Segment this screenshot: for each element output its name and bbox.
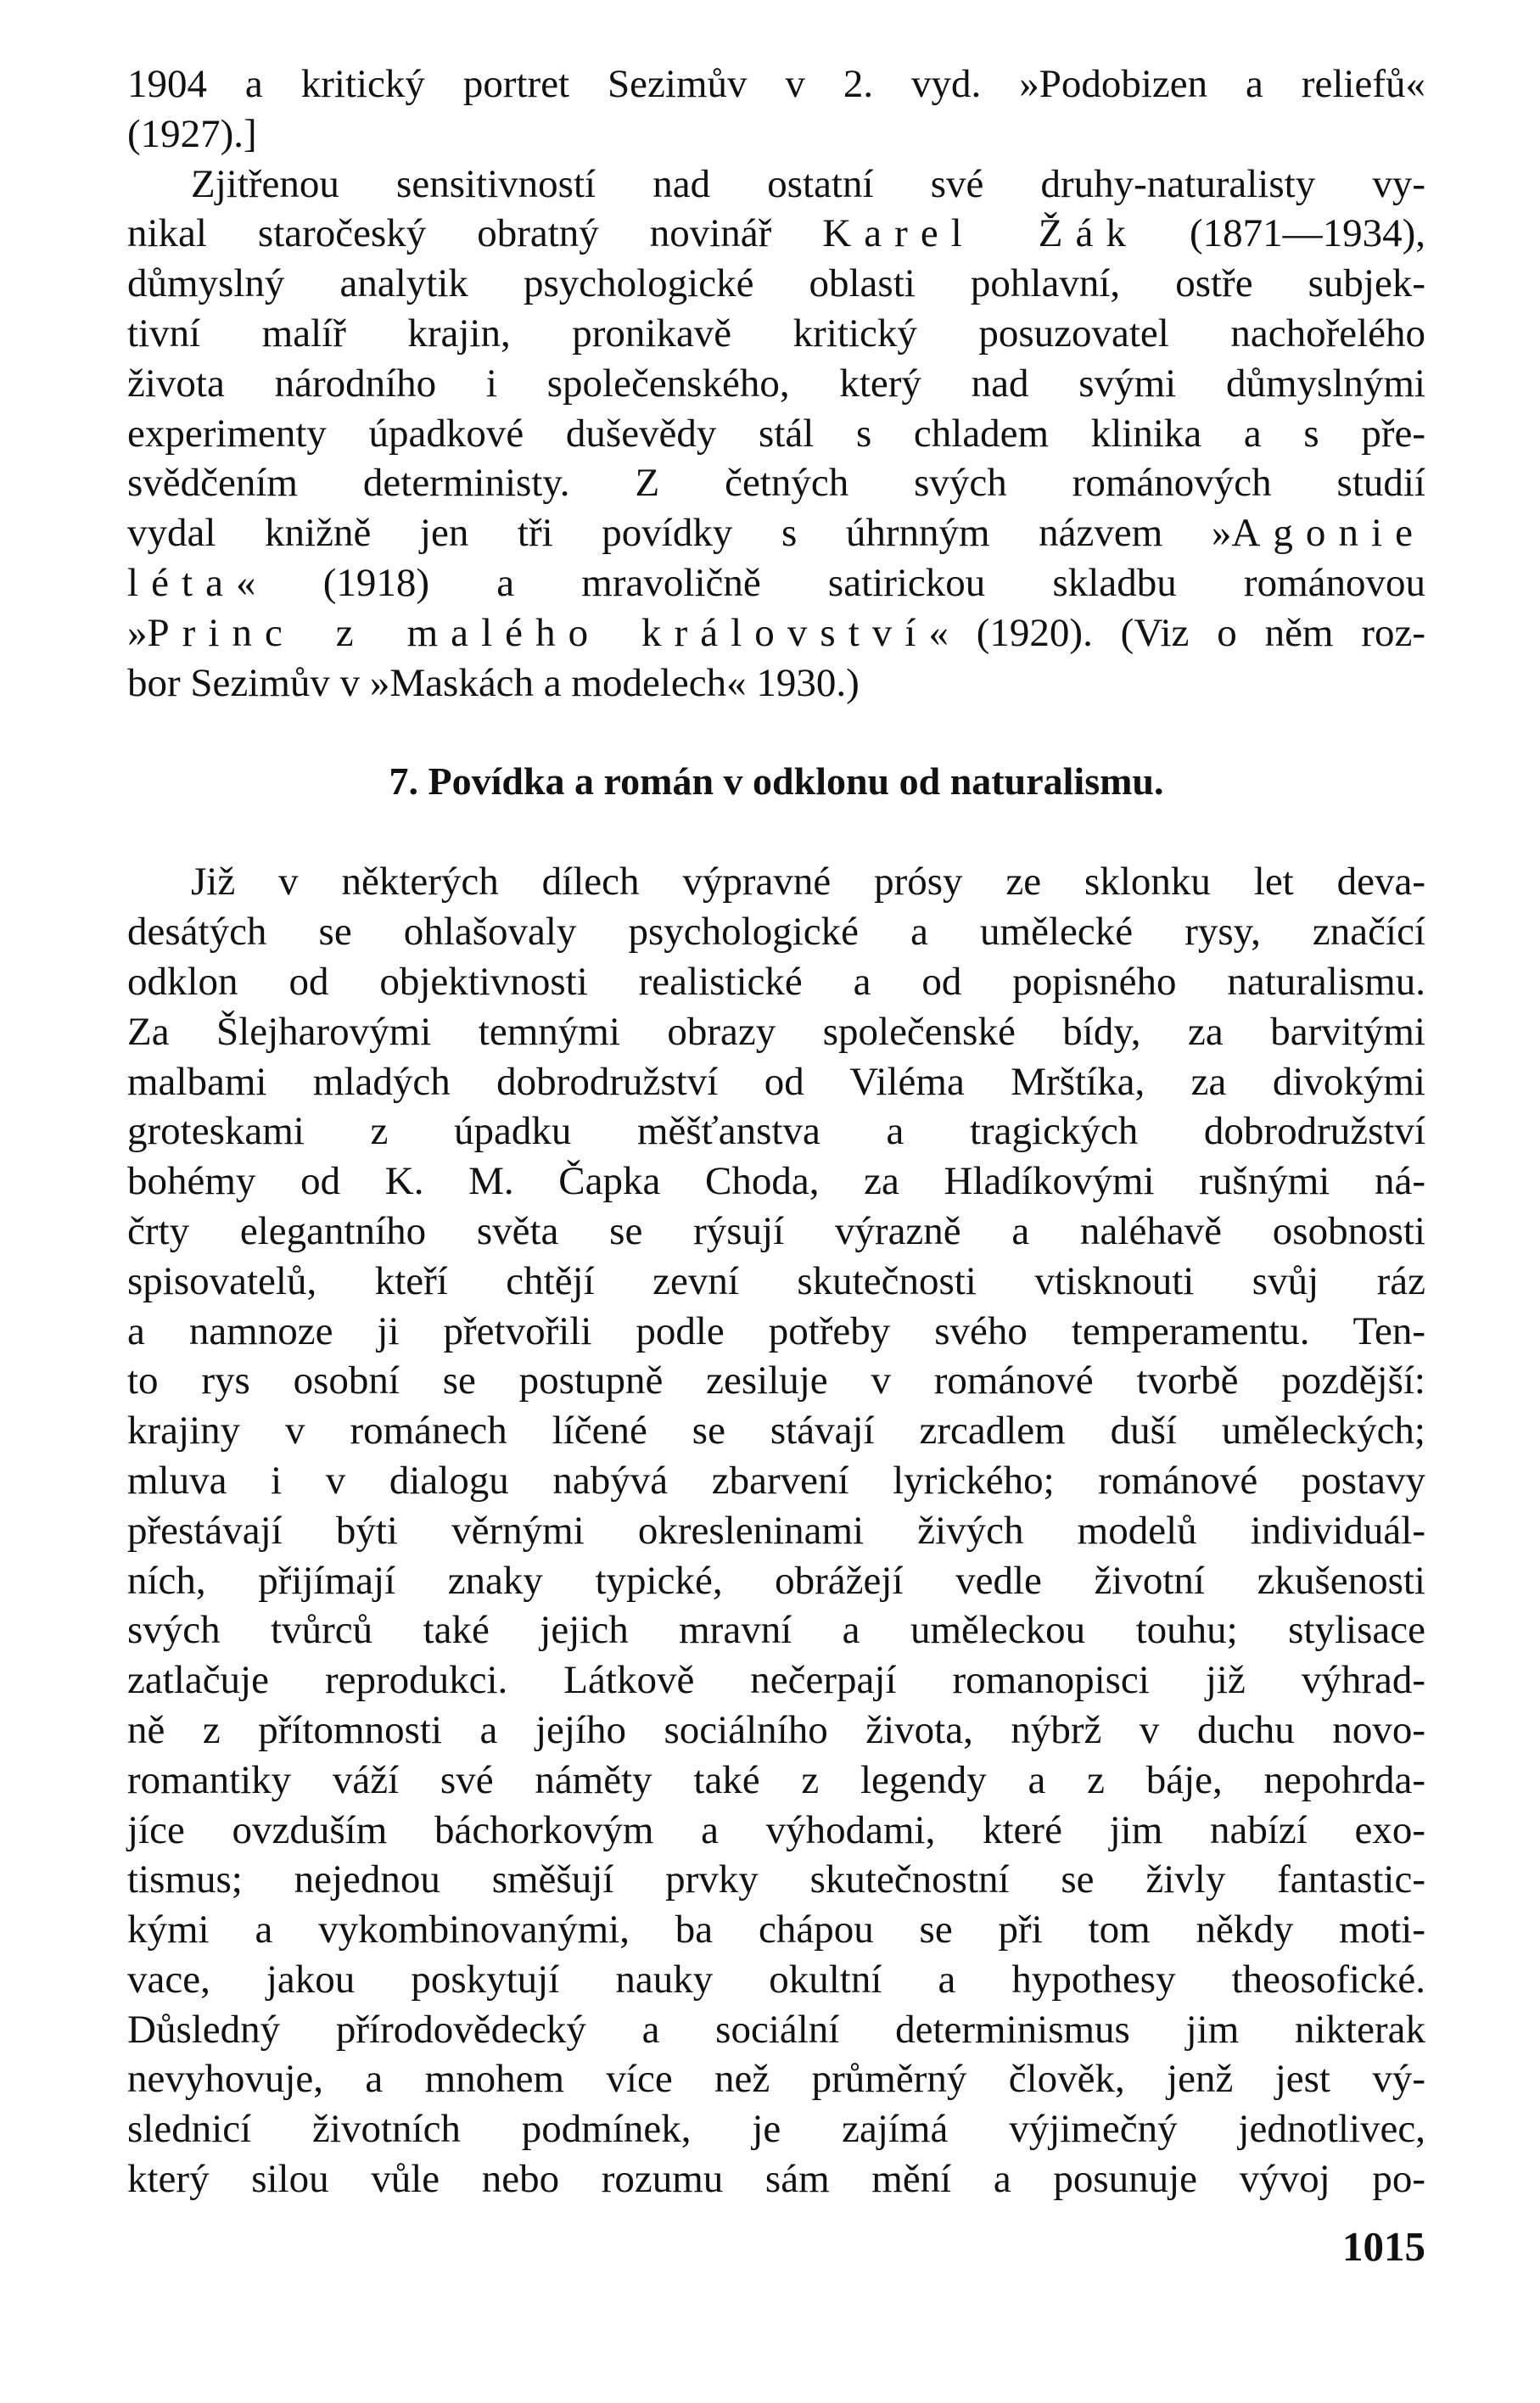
spaced-work-title: Princ z malého království (147, 610, 929, 655)
text-line: jíce ovzduším báchorkovým a výhodami, které jim nabízí exo- (127, 1807, 1425, 1852)
text-line: Za Šlejharovými temnými obrazy společenské bídy, za barvitými (127, 1009, 1425, 1054)
text-line: Již v některých dílech výpravné prósy ze sklonku let deva- (191, 860, 1425, 905)
section-heading: 7. Povídka a román v odklonu od naturalismu. (389, 759, 1164, 804)
paragraph-odklon (127, 857, 1425, 2204)
spaced-work-title: léta (127, 560, 236, 605)
text-line: důmyslný analytik psychologické oblasti pohlavní, ostře subjek- (127, 261, 1425, 306)
text-line (127, 558, 1425, 608)
text-line: krajiny v románech líčené se stávají zrcadlem duší uměleckých; (127, 1409, 1425, 1454)
text-line: přestávají býti věrnými okresleninami živých modelů individuál- (127, 1508, 1425, 1553)
text-line: svých tvůrců také jejich mravní a uměleckou touhu; stylisace (127, 1608, 1425, 1653)
text-line: romantiky váží své náměty také z legendy a z báje, nepohrda- (127, 1757, 1425, 1802)
text-line: experimenty úpadkové duševědy stál s chladem klinika a s pře- (127, 411, 1425, 456)
text-line: zatlačuje reprodukci. Látkově nečerpají romanopisci již výhrad- (127, 1658, 1425, 1703)
text-line: kými a vykombinovanými, ba chápou se při tom někdy moti- (127, 1907, 1425, 1952)
text-line: ních, přijímají znaky typické, obrážejí vedle životní zkušenosti (127, 1558, 1425, 1603)
text-line: ně z přítomnosti a jejího sociálního života, nýbrž v duchu novo- (127, 1707, 1425, 1752)
text-line: spisovatelů, kteří chtějí zevní skutečnosti vtisknouti svůj ráz (127, 1258, 1425, 1303)
text-line (127, 209, 1425, 259)
text-line: života národního i společenského, který nad svými důmyslnými (127, 361, 1425, 406)
text-line: malbami mladých dobrodružství od Viléma Mrštíka, za divokými (127, 1059, 1425, 1104)
text-line: odklon od objektivnosti realistické a od popisného naturalismu. (127, 959, 1425, 1004)
text-segment: » (127, 610, 148, 655)
text-line: 1904 a kritický portret Sezimův v 2. vyd. »Podobizen a reliefů« (127, 62, 1425, 106)
paragraph-karel-zak (127, 160, 1425, 709)
text-line: tivní malíř krajin, pronikavě kritický posuzovatel nachořelého (127, 311, 1425, 356)
text-line: desátých se ohlašovaly psychologické a umělecké rysy, značící (127, 910, 1425, 955)
text-line: bohémy od K. M. Čapka Choda, za Hladíkovými rušnými ná- (127, 1159, 1425, 1204)
page-body (127, 59, 1425, 2204)
text-line: vace, jakou poskytují nauky okultní a hypothesy theosofické. (127, 1957, 1425, 2002)
text-line (127, 608, 1425, 658)
spaced-work-title: Agonie (1231, 511, 1425, 556)
text-line: (1927).] (127, 111, 257, 156)
text-segment: « (1918) a mravoličně satirickou skladbu románovou (236, 560, 1425, 605)
text-line: mluva i v dialogu nabývá zbarvení lyrického; románové postavy (127, 1458, 1425, 1503)
page-number: 1015 (1342, 2223, 1425, 2270)
text-line: svědčením deterministy. Z četných svých románových studií (127, 461, 1425, 506)
text-line: Zjitřenou sensitivností nad ostatní své druhy-naturalisty vy- (191, 161, 1425, 206)
text-segment: vydal knižně jen tři povídky s úhrnným názvem » (127, 511, 1232, 556)
text-line: nevyhovuje, a mnohem více než průměrný člověk, jenž jest vý- (127, 2057, 1425, 2102)
text-line: to rys osobní se postupně zesiluje v románové tvorbě pozdější: (127, 1358, 1425, 1403)
text-segment: « (1920). (Viz o něm roz- (928, 610, 1426, 655)
paragraph-continuation (127, 59, 1425, 160)
text-segment: (1871—1934), (1139, 211, 1425, 256)
text-line: a namnoze ji přetvořili podle potřeby svého temperamentu. Ten- (127, 1308, 1425, 1353)
text-segment: nikal staročeský obratný novinář (127, 211, 823, 256)
text-line: Důsledný přírodovědecký a sociální determinismus jim nikterak (127, 2007, 1425, 2052)
text-line: tismus; nejednou směšují prvky skutečnostní se živly fantastic- (127, 1857, 1425, 1902)
text-line: slednicí životních podmínek, je zajímá výjimečný jednotlivec, (127, 2107, 1425, 2152)
text-line: který silou vůle nebo rozumu sám mění a posunuje vývoj po- (127, 2157, 1425, 2202)
text-line (127, 508, 1425, 558)
spaced-author-name: Karel Žák (822, 211, 1139, 256)
section-heading-block (127, 708, 1425, 857)
text-line: črty elegantního světa se rýsují výrazně a naléhavě osobnosti (127, 1208, 1425, 1253)
text-line: groteskami z úpadku měšťanstva a tragických dobrodružství (127, 1109, 1425, 1154)
text-line: bor Sezimův v »Maskách a modelech« 1930.) (127, 660, 860, 705)
